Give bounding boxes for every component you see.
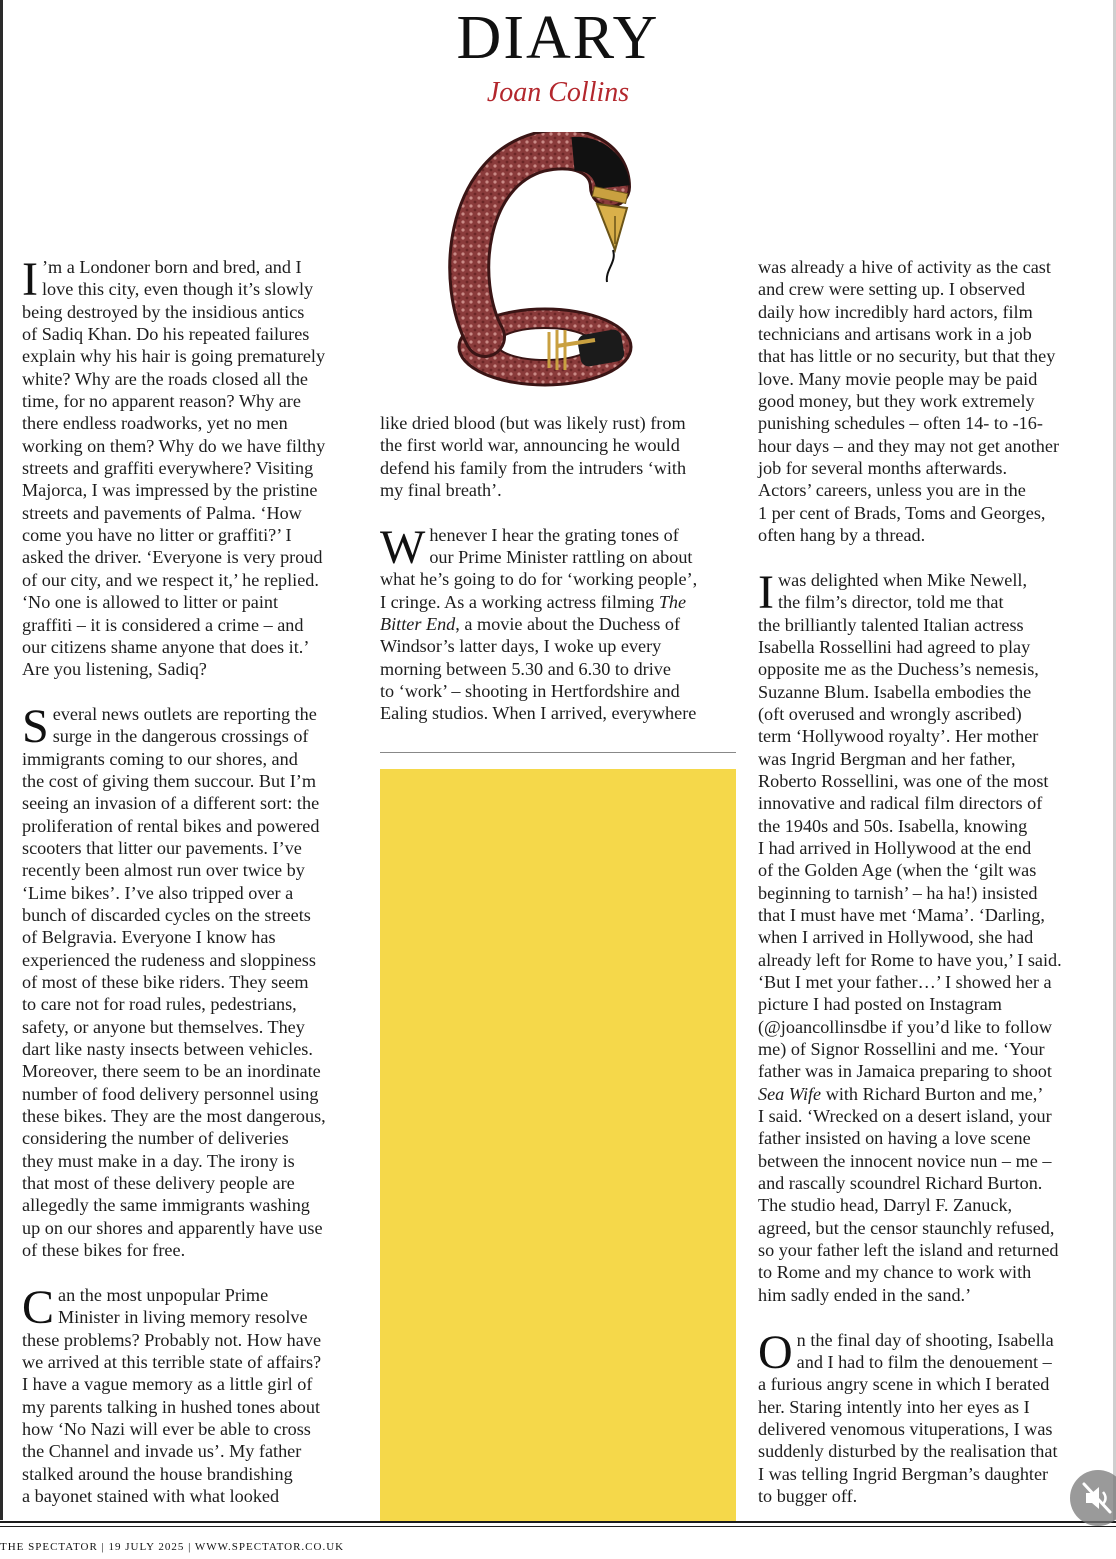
text-line: of Sadiq Khan. Do his repeated failures <box>22 324 310 345</box>
text-line: beginning to tarnish’ – ha ha!) insisted <box>758 882 1038 903</box>
text-line: time, for no apparent reason? Why are <box>22 391 301 412</box>
text-line: allegedly the same immigrants washing <box>22 1195 310 1216</box>
text-line: father was in Jamaica preparing to shoot <box>758 1061 1052 1082</box>
text-line: of our city, and we respect it,’ he replied. <box>22 569 319 590</box>
text-line: that I must have met ‘Mama’. ‘Darling, <box>758 904 1045 925</box>
text-line: and rascally scoundrel Richard Burton. <box>758 1173 1043 1194</box>
text-line: number of food delivery personnel using <box>22 1083 319 1104</box>
text-line: they must make in a day. The irony is <box>22 1150 295 1171</box>
advertisement-placeholder <box>380 769 736 1521</box>
text-line: innovative and radical film directors of <box>758 793 1043 814</box>
text-line: love. Many movie people may be paid <box>758 368 1038 389</box>
text-line: explain why his hair is going prematurely <box>22 346 326 367</box>
column-divider-rule <box>380 752 736 753</box>
text-line: agreed, but the censor staunchly refused, <box>758 1217 1055 1238</box>
text-line: her. Staring intently into her eyes as I <box>758 1396 1030 1417</box>
text-line: was already a hive of activity as the cast <box>758 257 1051 277</box>
page-title: DIARY <box>456 4 660 72</box>
text-line: to care not for road rules, pedestrians, <box>22 994 297 1015</box>
text-line: an the most unpopular Prime <box>58 1284 269 1305</box>
paragraph <box>380 520 736 725</box>
text-line: stalked around the house brandishing <box>22 1463 293 1484</box>
text-line: father insisted on having a love scene <box>758 1128 1031 1149</box>
paragraph <box>380 412 736 501</box>
text-line: good money, but they work extremely <box>758 391 1035 412</box>
text-line: of these bikes for free. <box>22 1240 186 1261</box>
text-line: punishing schedules – often 14- to -16- <box>758 413 1043 434</box>
text-line: recently been almost run over twice by <box>22 860 305 881</box>
text-line: opposite me as the Duchess’s nemesis, <box>758 659 1039 680</box>
text-line: dart like nasty insects between vehicles. <box>22 1039 313 1060</box>
text-line: I said. ‘Wrecked on a desert island, your <box>758 1106 1052 1127</box>
text-line: technicians and artisans work in a job <box>758 324 1032 345</box>
text-line: bunch of discarded cycles on the streets <box>22 904 311 925</box>
text-line: Suzanne Blum. Isabella embodies the <box>758 681 1032 702</box>
paragraph <box>22 253 362 681</box>
text-line: ‘No one is allowed to litter or paint <box>22 592 279 613</box>
text-line: love this city, even though it’s slowly <box>41 279 314 300</box>
text-line: job for several months afterwards. <box>758 458 1007 479</box>
text-line: we arrived at this terrible state of affairs? <box>22 1351 322 1372</box>
text-line: I cringe. As a working actress filming The <box>380 591 687 612</box>
text-line: was delighted when Mike Newell, <box>777 569 1027 590</box>
text-line: (oft overused and wrongly ascribed) <box>758 703 1022 724</box>
drop-cap: W <box>380 520 426 574</box>
text-line: me) of Signor Rossellini and me. ‘Your <box>758 1039 1045 1060</box>
text-line: these bikes. They are the most dangerous, <box>22 1106 326 1127</box>
article-column-left <box>22 253 362 1507</box>
text-line: Majorca, I was impressed by the pristine <box>22 480 318 501</box>
text-line: was Ingrid Bergman and her father, <box>758 748 1016 769</box>
text-line: that has little or no security, but that they <box>758 346 1056 367</box>
text-line: the brilliantly talented Italian actress <box>758 614 1024 635</box>
muted-speaker-icon <box>1070 1470 1116 1526</box>
text-line: how ‘No Nazi will ever be able to cross <box>22 1418 311 1439</box>
text-line: the cost of giving them succour. But I’m <box>22 770 316 791</box>
text-line: picture I had posted on Instagram <box>758 994 1002 1015</box>
article-column-middle <box>380 412 736 725</box>
text-line: to bugger off. <box>758 1485 858 1506</box>
text-line: seeing an invasion of a different sort: the <box>22 793 320 814</box>
text-line: I was telling Ingrid Bergman’s daughter <box>758 1463 1049 1484</box>
text-line: defend his family from the intruders ‘with <box>380 457 687 478</box>
fountain-pen-illustration <box>445 132 645 392</box>
text-line: henever I hear the grating tones of <box>429 524 679 545</box>
text-line: proliferation of rental bikes and powered <box>22 815 320 836</box>
footer-rule-thin <box>0 1526 1116 1527</box>
text-line: the 1940s and 50s. Isabella, knowing <box>758 815 1028 836</box>
text-line: morning between 5.30 and 6.30 to drive <box>380 658 671 679</box>
text-line: our citizens shame anyone that does it.’ <box>22 636 310 657</box>
text-line: everal news outlets are reporting the <box>52 703 317 724</box>
text-line: him sadly ended in the sand.’ <box>758 1284 972 1305</box>
text-line: daily how incredibly hard actors, film <box>758 301 1033 322</box>
text-line: Sea Wife with Richard Burton and me,’ <box>758 1083 1044 1104</box>
text-line: there endless roadworks, yet no men <box>22 413 288 434</box>
text-line: Roberto Rossellini, was one of the most <box>758 770 1049 791</box>
text-line: often hang by a thread. <box>758 525 926 546</box>
text-line: I had arrived in Hollywood at the end <box>758 837 1032 858</box>
text-line: my final breath’. <box>380 480 502 501</box>
mute-toggle-button[interactable] <box>1070 1470 1116 1526</box>
text-line: Isabella Rossellini had agreed to play <box>758 636 1031 657</box>
footer-rule <box>0 1521 1116 1523</box>
drop-cap: I <box>22 253 38 306</box>
text-line: up on our shores and apparently have use <box>22 1217 323 1238</box>
text-line: what he’s going to do for ‘working people’, <box>380 569 698 590</box>
text-line: being destroyed by the insidious antics <box>22 301 305 322</box>
text-line: Are you listening, Sadiq? <box>22 659 207 680</box>
text-line: and I had to film the denouement – <box>796 1351 1052 1372</box>
text-line: the film’s director, told me that <box>777 592 1004 613</box>
text-line: safety, or anyone but themselves. They <box>22 1016 305 1037</box>
text-line: these problems? Probably not. How have <box>22 1329 322 1350</box>
text-line: Windsor’s latter days, I woke up every <box>380 636 662 657</box>
text-line: between the innocent novice nun – me – <box>758 1150 1052 1171</box>
drop-cap: S <box>22 699 49 753</box>
text-line: of most of these bike riders. They seem <box>22 972 309 992</box>
text-line: the first world war, announcing he would <box>380 435 680 456</box>
text-line: immigrants coming to our shores, and <box>22 748 298 769</box>
text-line: already left for Rome to have you,’ I said. <box>758 949 1062 970</box>
text-line: streets and graffiti everywhere? Visiting <box>22 458 314 479</box>
text-line: working on them? Why do we have filthy <box>22 435 326 456</box>
text-line: the Channel and invade us’. My father <box>22 1441 302 1462</box>
text-line: 1 per cent of Brads, Toms and Georges, <box>758 502 1046 523</box>
text-line: The studio head, Darryl F. Zanuck, <box>758 1195 1013 1216</box>
text-line: of the Golden Age (when the ‘gilt was <box>758 860 1037 881</box>
text-line: ‘Lime bikes’. I’ve also tripped over a <box>22 882 294 903</box>
text-line: my parents talking in hushed tones about <box>22 1396 321 1417</box>
text-line: Ealing studios. When I arrived, everywhere <box>380 703 697 724</box>
text-line: term ‘Hollywood royalty’. Her mother <box>758 726 1039 747</box>
text-line: asked the driver. ‘Everyone is very proud <box>22 547 323 568</box>
article-column-right <box>758 256 1103 1507</box>
text-line: to ‘work’ – shooting in Hertfordshire and <box>380 681 680 702</box>
text-line: graffiti – it is considered a crime – and <box>22 614 304 635</box>
text-line: scooters that litter our pavements. I’ve <box>22 837 302 858</box>
paragraph <box>758 565 1103 1306</box>
text-line: a bayonet stained with what looked <box>22 1485 280 1506</box>
text-line: and crew were setting up. I observed <box>758 279 1026 300</box>
paragraph <box>22 1280 362 1507</box>
text-line: ‘But I met your father…’ I showed her a <box>758 972 1052 992</box>
paragraph <box>758 1325 1103 1508</box>
text-line: when I arrived in Hollywood, she had <box>758 927 1034 948</box>
text-line: our Prime Minister rattling on about <box>429 547 693 568</box>
publication-footer: THE SPECTATOR | 19 JULY 2025 | WWW.SPECTATOR.CO.UK <box>0 1541 345 1553</box>
text-line: streets and pavements of Palma. ‘How <box>22 502 302 523</box>
drop-cap: I <box>758 565 774 619</box>
text-line: n the final day of shooting, Isabella <box>796 1329 1054 1350</box>
drop-cap: C <box>22 1280 55 1334</box>
text-line: hour days – and they may not get another <box>758 435 1060 456</box>
text-line: of Belgravia. Everyone I know has <box>22 927 276 948</box>
text-line: considering the number of deliveries <box>22 1128 289 1149</box>
text-line: so your father left the island and returned <box>758 1240 1059 1261</box>
text-line: Actors’ careers, unless you are in the <box>758 480 1026 501</box>
text-line: I have a vague memory as a little girl of <box>22 1374 313 1395</box>
text-line: Bitter End, a movie about the Duchess of <box>380 614 681 635</box>
text-line: come you have no litter or graffiti?’ I <box>22 525 292 546</box>
text-line: Minister in living memory resolve <box>58 1307 308 1328</box>
text-line: to Rome and my chance to work with <box>758 1262 1032 1283</box>
text-line: (@joancollinsdbe if you’d like to follow <box>758 1016 1053 1037</box>
drop-cap: O <box>758 1325 793 1379</box>
paragraph <box>22 699 362 1262</box>
text-line: suddenly disturbed by the realisation that <box>758 1441 1058 1462</box>
text-line: that most of these delivery people are <box>22 1173 295 1194</box>
text-line: ’m a Londoner born and bred, and I <box>41 257 302 277</box>
text-line: delivered venomous vituperations, I was <box>758 1418 1053 1439</box>
text-line: surge in the dangerous crossings of <box>52 726 309 747</box>
text-line: white? Why are the roads closed all the <box>22 368 309 389</box>
page-edge-left <box>0 0 3 1520</box>
text-line: a furious angry scene in which I berated <box>758 1374 1050 1395</box>
text-line: experienced the rudeness and sloppiness <box>22 949 316 970</box>
author-byline: Joan Collins <box>486 77 630 108</box>
paragraph <box>758 256 1103 546</box>
text-line: like dried blood (but was likely rust) from <box>380 413 686 433</box>
text-line: Moreover, there seem to be an inordinate <box>22 1061 321 1082</box>
